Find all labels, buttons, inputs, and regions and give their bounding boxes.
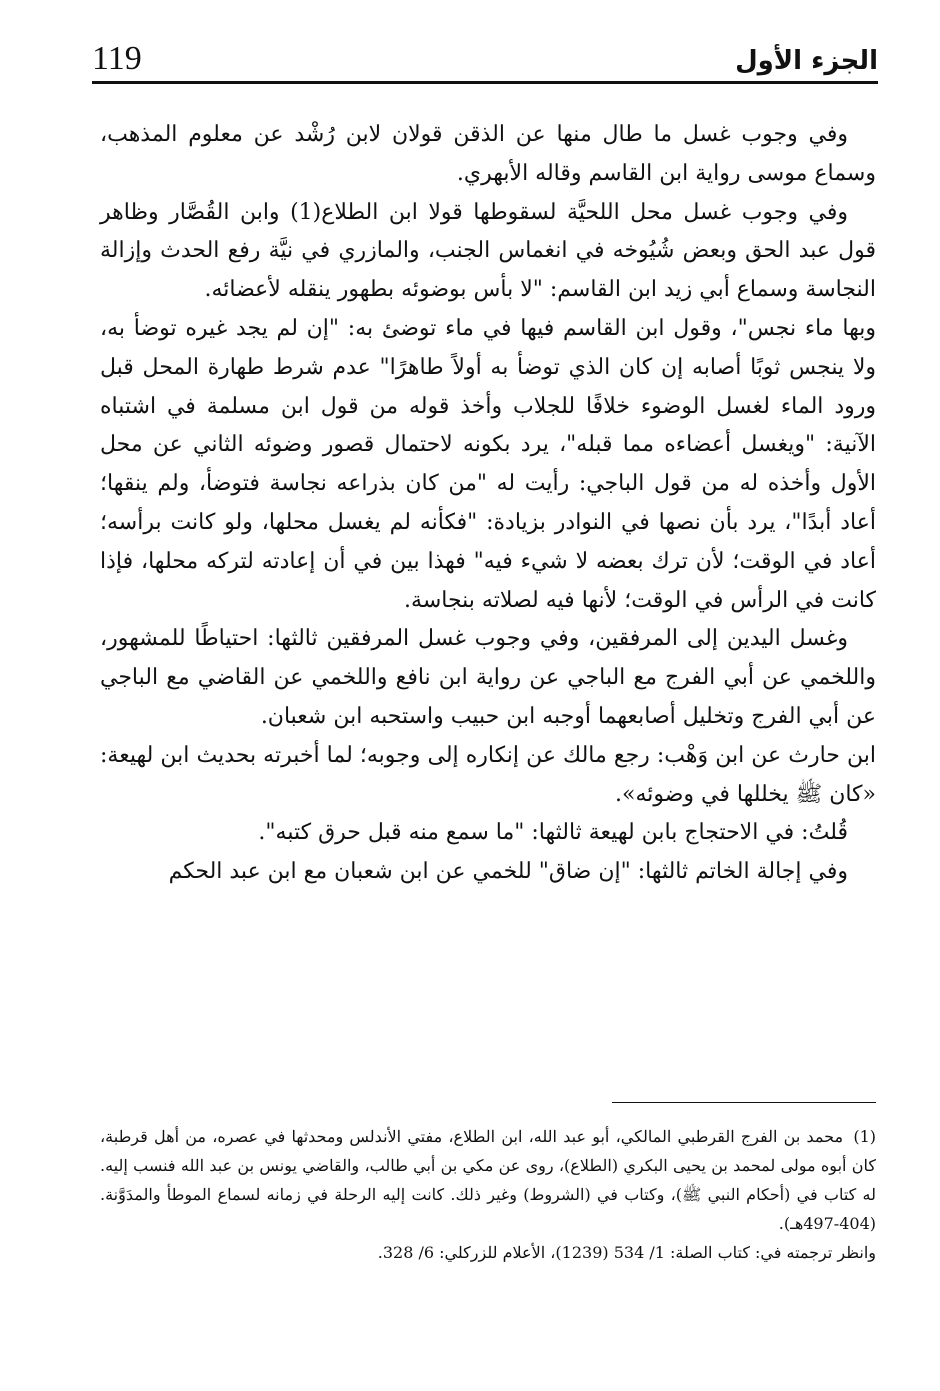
main-text	[100, 116, 876, 892]
footnotes	[100, 1122, 876, 1267]
footnote-rule	[612, 1102, 876, 1103]
footnote-reference: وانظر ترجمته في: كتاب الصلة: 1/ 534 (1239)، الأعلام للزركلي: 6/ 328.	[377, 1243, 876, 1262]
footnote-item	[100, 1122, 876, 1238]
paragraph: وغسل اليدين إلى المرفقين، وفي وجوب غسل المرفقين ثالثها: احتياطًا للمشهور، واللخمي عن أبي الفرج مع الباجي عن رواية ابن نافع واللخمي عن القاضي مع الباجي عن أبي الفرج وتخليل أصابعهما أوجبه ابن حبيب واستحبه ابن شعبان.	[100, 626, 876, 729]
footnote-text: محمد بن الفرج القرطبي المالكي، أبو عبد الله، ابن الطلاع، مفتي الأندلس ومحدثها في عصره، من أهل قرطبة، كان أبوه مولى لمحمد بن يحيى البكري (الطلاع)، روى عن مكي بن أبي طالب، والقاضي يونس بن عبد الله فنسب إليه. له كتاب في (أحكام النبي ﷺ)، وكتاب في (الشروط) وغير ذلك. كانت إليه الرحلة في زمانه لسماع الموطأ والمدَوَّنة. (404-497هـ).	[100, 1127, 876, 1233]
paragraph: وفي وجوب غسل ما طال منها عن الذقن قولان لابن رُشْد عن معلوم المذهب، وسماع موسى رواية ابن القاسم وقاله الأبهري.	[100, 122, 876, 186]
footnote-marker: (1)	[853, 1127, 876, 1146]
paragraph: وفي إجالة الخاتم ثالثها: "إن ضاق" للخمي عن ابن شعبان مع ابن عبد الحكم	[168, 859, 848, 885]
paragraph: وفي وجوب غسل محل اللحيَّة لسقوطها قولا ابن الطلاع(1) وابن القُصَّار وظاهر قول عبد الحق وبعض شُيُوخه في انغماس الجنب، والمازري في نيَّة رفع الحدث وإزالة النجاسة وسماع أبي زيد ابن القاسم: "لا بأس بوضوئه بطهور ينقله لأعضائه.	[100, 199, 876, 303]
page-number: 119	[92, 40, 142, 77]
header-rule	[92, 81, 878, 84]
paragraph: وبها ماء نجس"، وقول ابن القاسم فيها في ماء توضئ به: "إن لم يجد غيره توضأ به، ولا ينجس ثوبًا أصابه إن كان الذي توضأ به أولاً طاهرًا" عدم شرط طهارة المحل قبل ورود الماء لغسل الوضوء خلافًا للجلاب وأخذ قوله من قول ابن مسلمة في اشتباه الآنية: "ويغسل أعضاءه مما قبله"، يرد بكونه لاحتمال قصور وضوئه الثاني عن محل الأول وأخذه له من قول الباجي: رأيت له "من كان بذراعه نجاسة فتوضأ، ولم ينقها؛ أعاد أبدًا"، يرد بأن نصها في النوادر بزيادة: "فكأنه لم يغسل محلها، ولو كانت برأسه؛ أعاد في الوقت؛ لأن ترك بعضه لا شيء فيه" فهذا بين في أن إعادته لتركه محلها، فإذا كانت في الرأس في الوقت؛ لأنها فيه لصلاته بنجاسة.	[100, 315, 876, 613]
running-head: الجزء الأول	[735, 46, 878, 76]
paragraph: قُلتُ: في الاحتجاج بابن لهيعة ثالثها: "ما سمع منه قبل حرق كتبه".	[258, 820, 848, 846]
paragraph: ابن حارث عن ابن وَهْب: رجع مالك عن إنكاره إلى وجوبه؛ لما أخبرته بحديث ابن لهيعة: «كان ﷺ يخللها في وضوئه».	[100, 742, 876, 807]
page-header	[92, 34, 878, 84]
